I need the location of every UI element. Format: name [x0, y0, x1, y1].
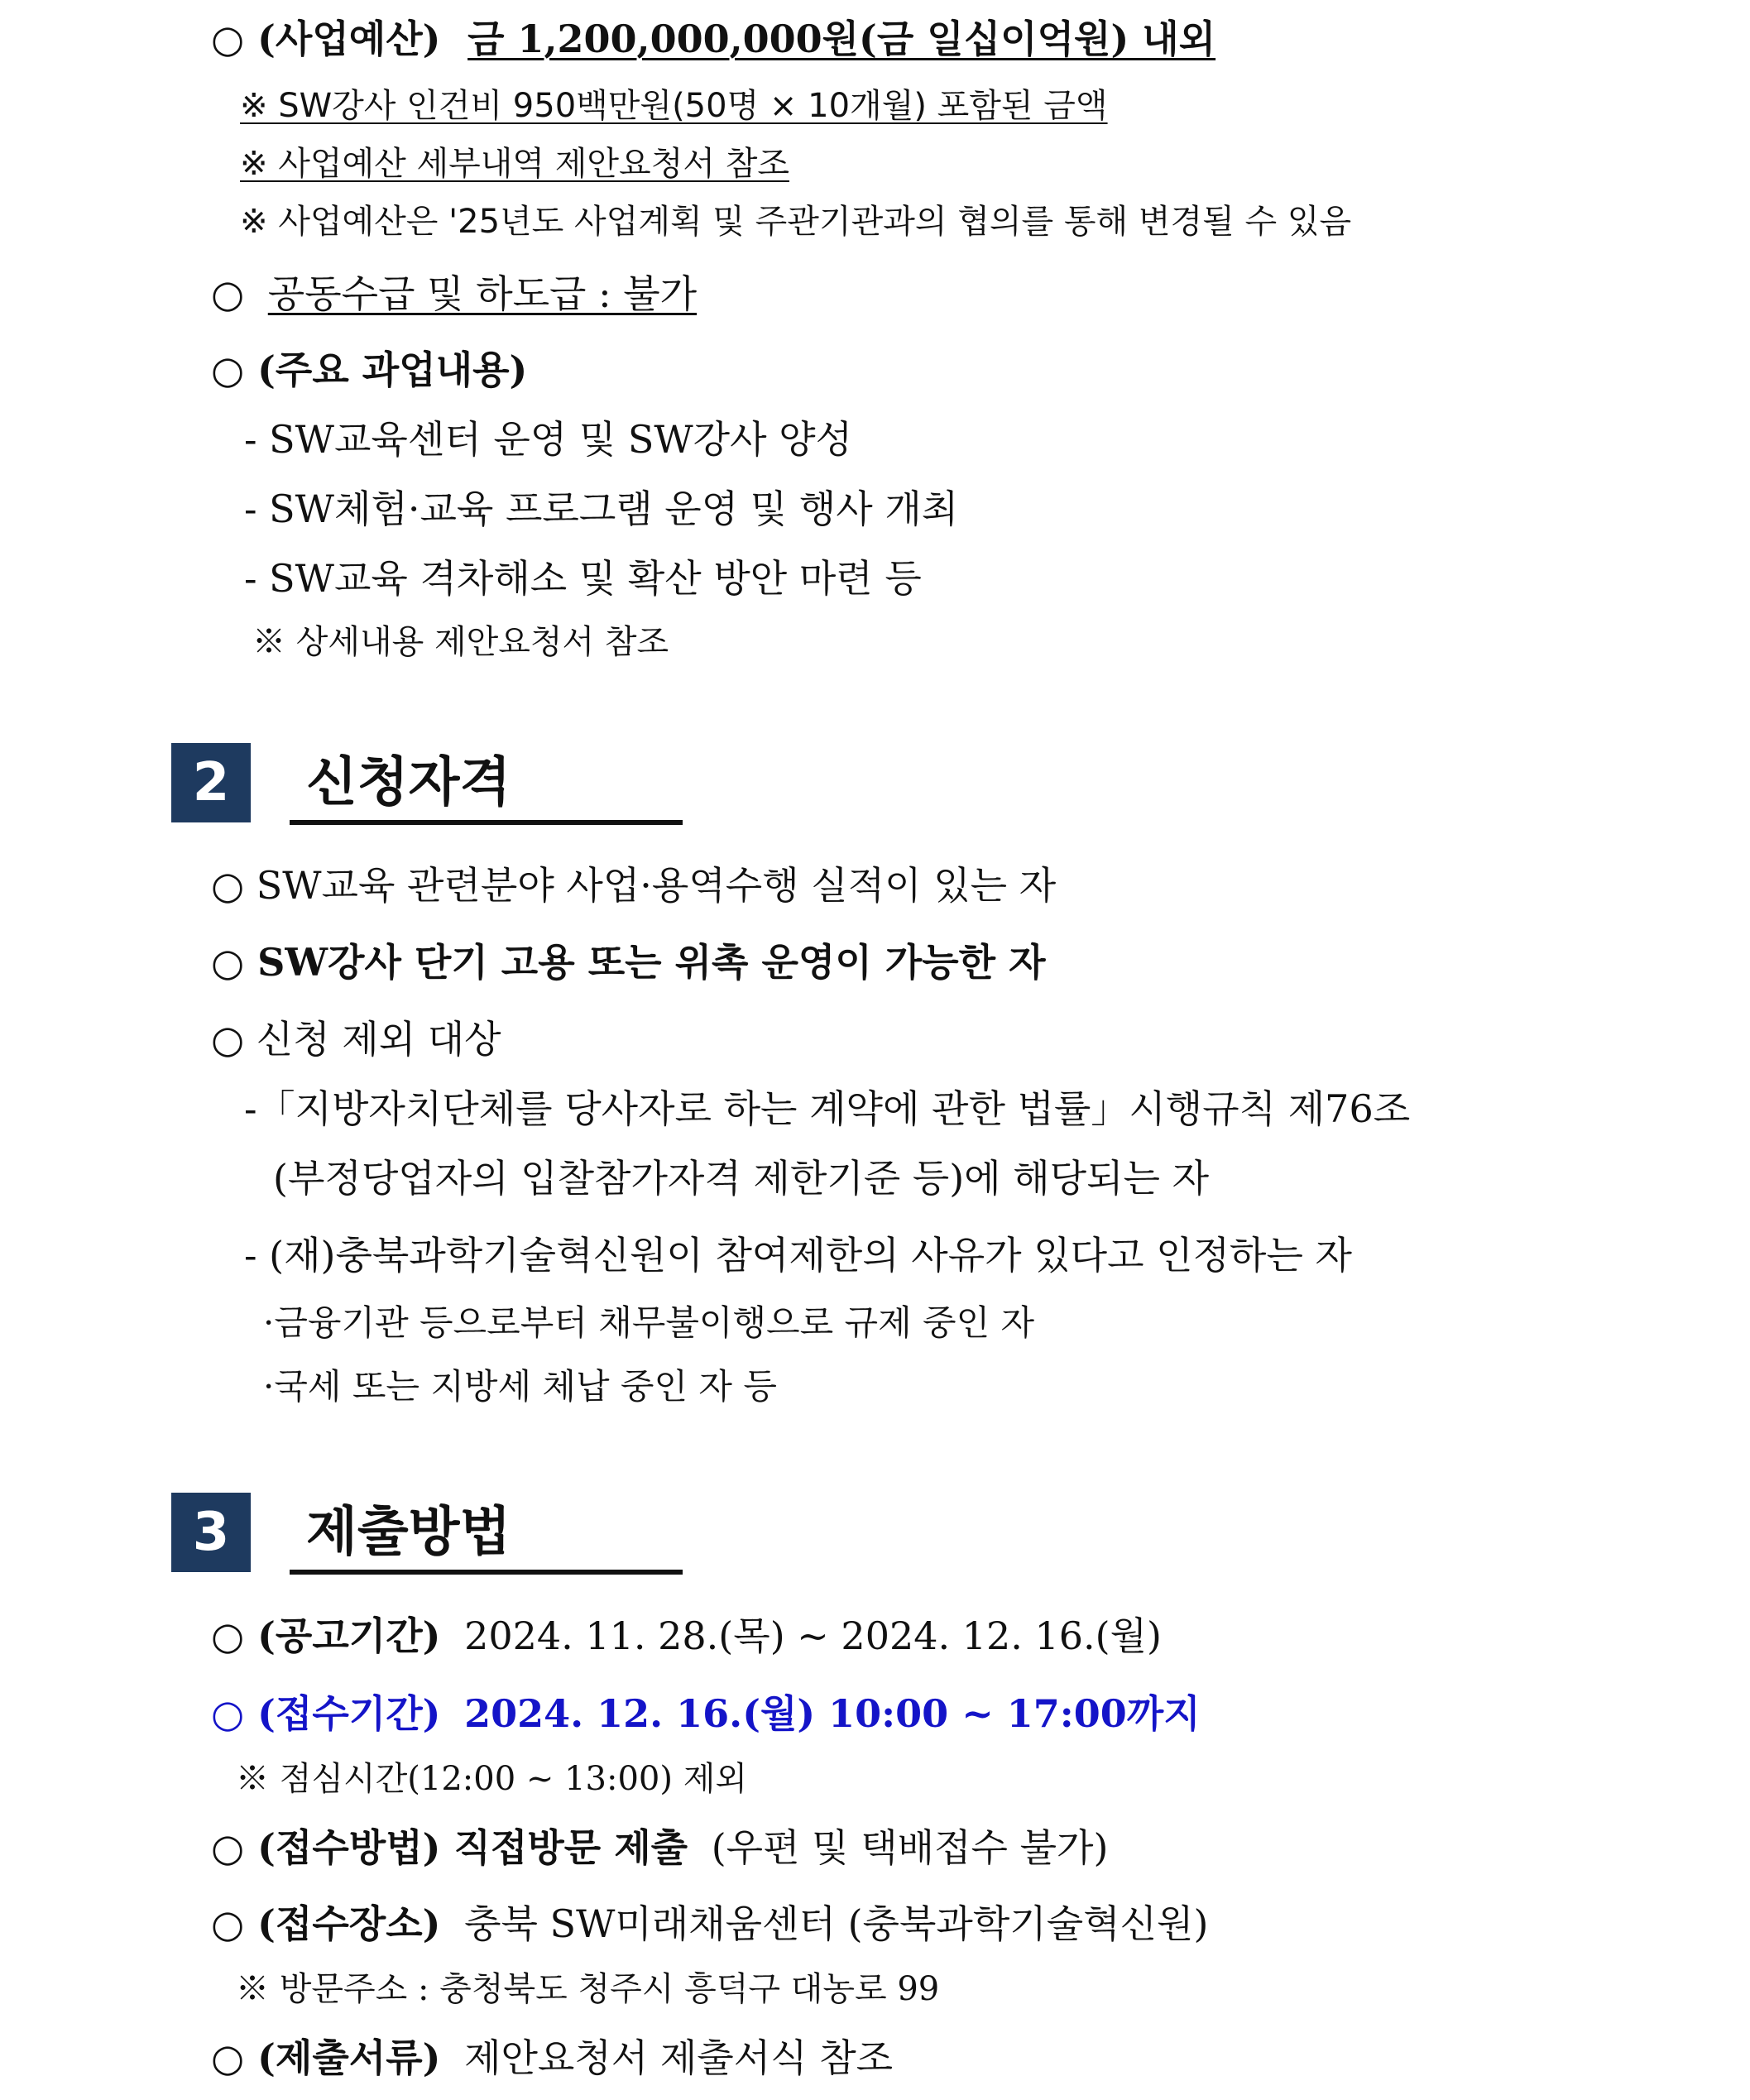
section-number-2: 2: [171, 743, 251, 822]
notice-period-label: ○ (공고기간): [211, 1613, 441, 1658]
receipt-period-label: ○ (접수기간): [211, 1691, 441, 1736]
budget-note-3: ※ 사업예산은 '25년도 사업계획 및 주관기관과의 협의를 통해 변경될 수 있음: [240, 203, 1352, 241]
exclusion-2-sub-2: ·국세 또는 지방세 체납 중인 자 등: [263, 1366, 777, 1407]
section-rule-3: [290, 1570, 683, 1575]
budget-value: 금 1,200,000,000원(금 일십이억원) 내외: [467, 17, 1216, 61]
budget-line: [211, 17, 1216, 61]
receipt-period-value: 2024. 12. 16.(월) 10:00 ~ 17:00까지: [464, 1691, 1201, 1736]
exclusion-2-sub-1: ·금융기관 등으로부터 채무불이행으로 규제 중인 자: [263, 1302, 1035, 1343]
tasks-heading: ○ (주요 과업내용): [211, 348, 528, 392]
bullet-icon: ○: [211, 271, 245, 316]
eligibility-3: ○ 신청 제외 대상: [211, 1017, 501, 1062]
receipt-note: ※ 점심시간(12:00 ~ 13:00) 제외: [236, 1760, 747, 1798]
notice-period: [211, 1613, 1162, 1658]
task-item-2: - SW체험·교육 프로그램 운영 및 행사 개최: [244, 487, 959, 531]
exclusion-1-cont: (부정당업자의 입찰참가자격 제한기준 등)에 해당되는 자: [273, 1156, 1210, 1201]
receipt-method: [211, 1825, 1109, 1870]
receipt-place-value: 충북 SW미래채움센터 (충북과학기술혁신원): [464, 1901, 1209, 1946]
section-title-2: 신청자격: [306, 752, 511, 813]
receipt-place-label: ○ (접수장소): [211, 1901, 441, 1946]
budget-label: ○ (사업예산): [211, 17, 441, 61]
section-number-3: 3: [171, 1493, 251, 1572]
receipt-method-label: ○ (접수방법) 직접방문 제출: [211, 1825, 688, 1870]
subcontract-text: 공동수급 및 하도급 : 불가: [267, 271, 698, 316]
exclusion-2: - (재)충북과학기술혁신원이 참여제한의 사유가 있다고 인정하는 자: [244, 1233, 1352, 1278]
receipt-place: [211, 1901, 1209, 1946]
notice-period-value: 2024. 11. 28.(목) ~ 2024. 12. 16.(월): [464, 1613, 1162, 1658]
eligibility-1: ○ SW교육 관련분야 사업·용역수행 실적이 있는 자: [211, 863, 1057, 908]
budget-note-2: ※ 사업예산 세부내역 제안요청서 참조: [240, 145, 789, 183]
section-rule-2: [290, 820, 683, 825]
receipt-method-value: (우편 및 택배접수 불가): [711, 1825, 1109, 1870]
tasks-note: ※ 상세내용 제안요청서 참조: [252, 623, 669, 661]
section-title-3: 제출방법: [306, 1502, 511, 1563]
address-note: ※ 방문주소 : 충청북도 청주시 흥덕구 대농로 99: [236, 1970, 940, 2008]
task-item-3: - SW교육 격차해소 및 확산 방안 마련 등: [244, 556, 922, 601]
eligibility-2: ○ SW강사 단기 고용 또는 위촉 운영이 가능한 자: [211, 940, 1046, 985]
subcontract-line: [211, 271, 698, 316]
submission-docs-value: 제안요청서 제출서식 참조: [464, 2035, 894, 2080]
exclusion-1: -「지방자치단체를 당사자로 하는 계약에 관한 법률」시행규칙 제76조: [244, 1086, 1411, 1131]
submission-docs-label: ○ (제출서류): [211, 2035, 441, 2080]
receipt-period: [211, 1691, 1201, 1736]
task-item-1: - SW교육센터 운영 및 SW강사 양성: [244, 417, 853, 462]
budget-note-1: ※ SW강사 인건비 950백만원(50명 × 10개월) 포함된 금액: [240, 87, 1108, 125]
submission-docs: [211, 2035, 894, 2080]
